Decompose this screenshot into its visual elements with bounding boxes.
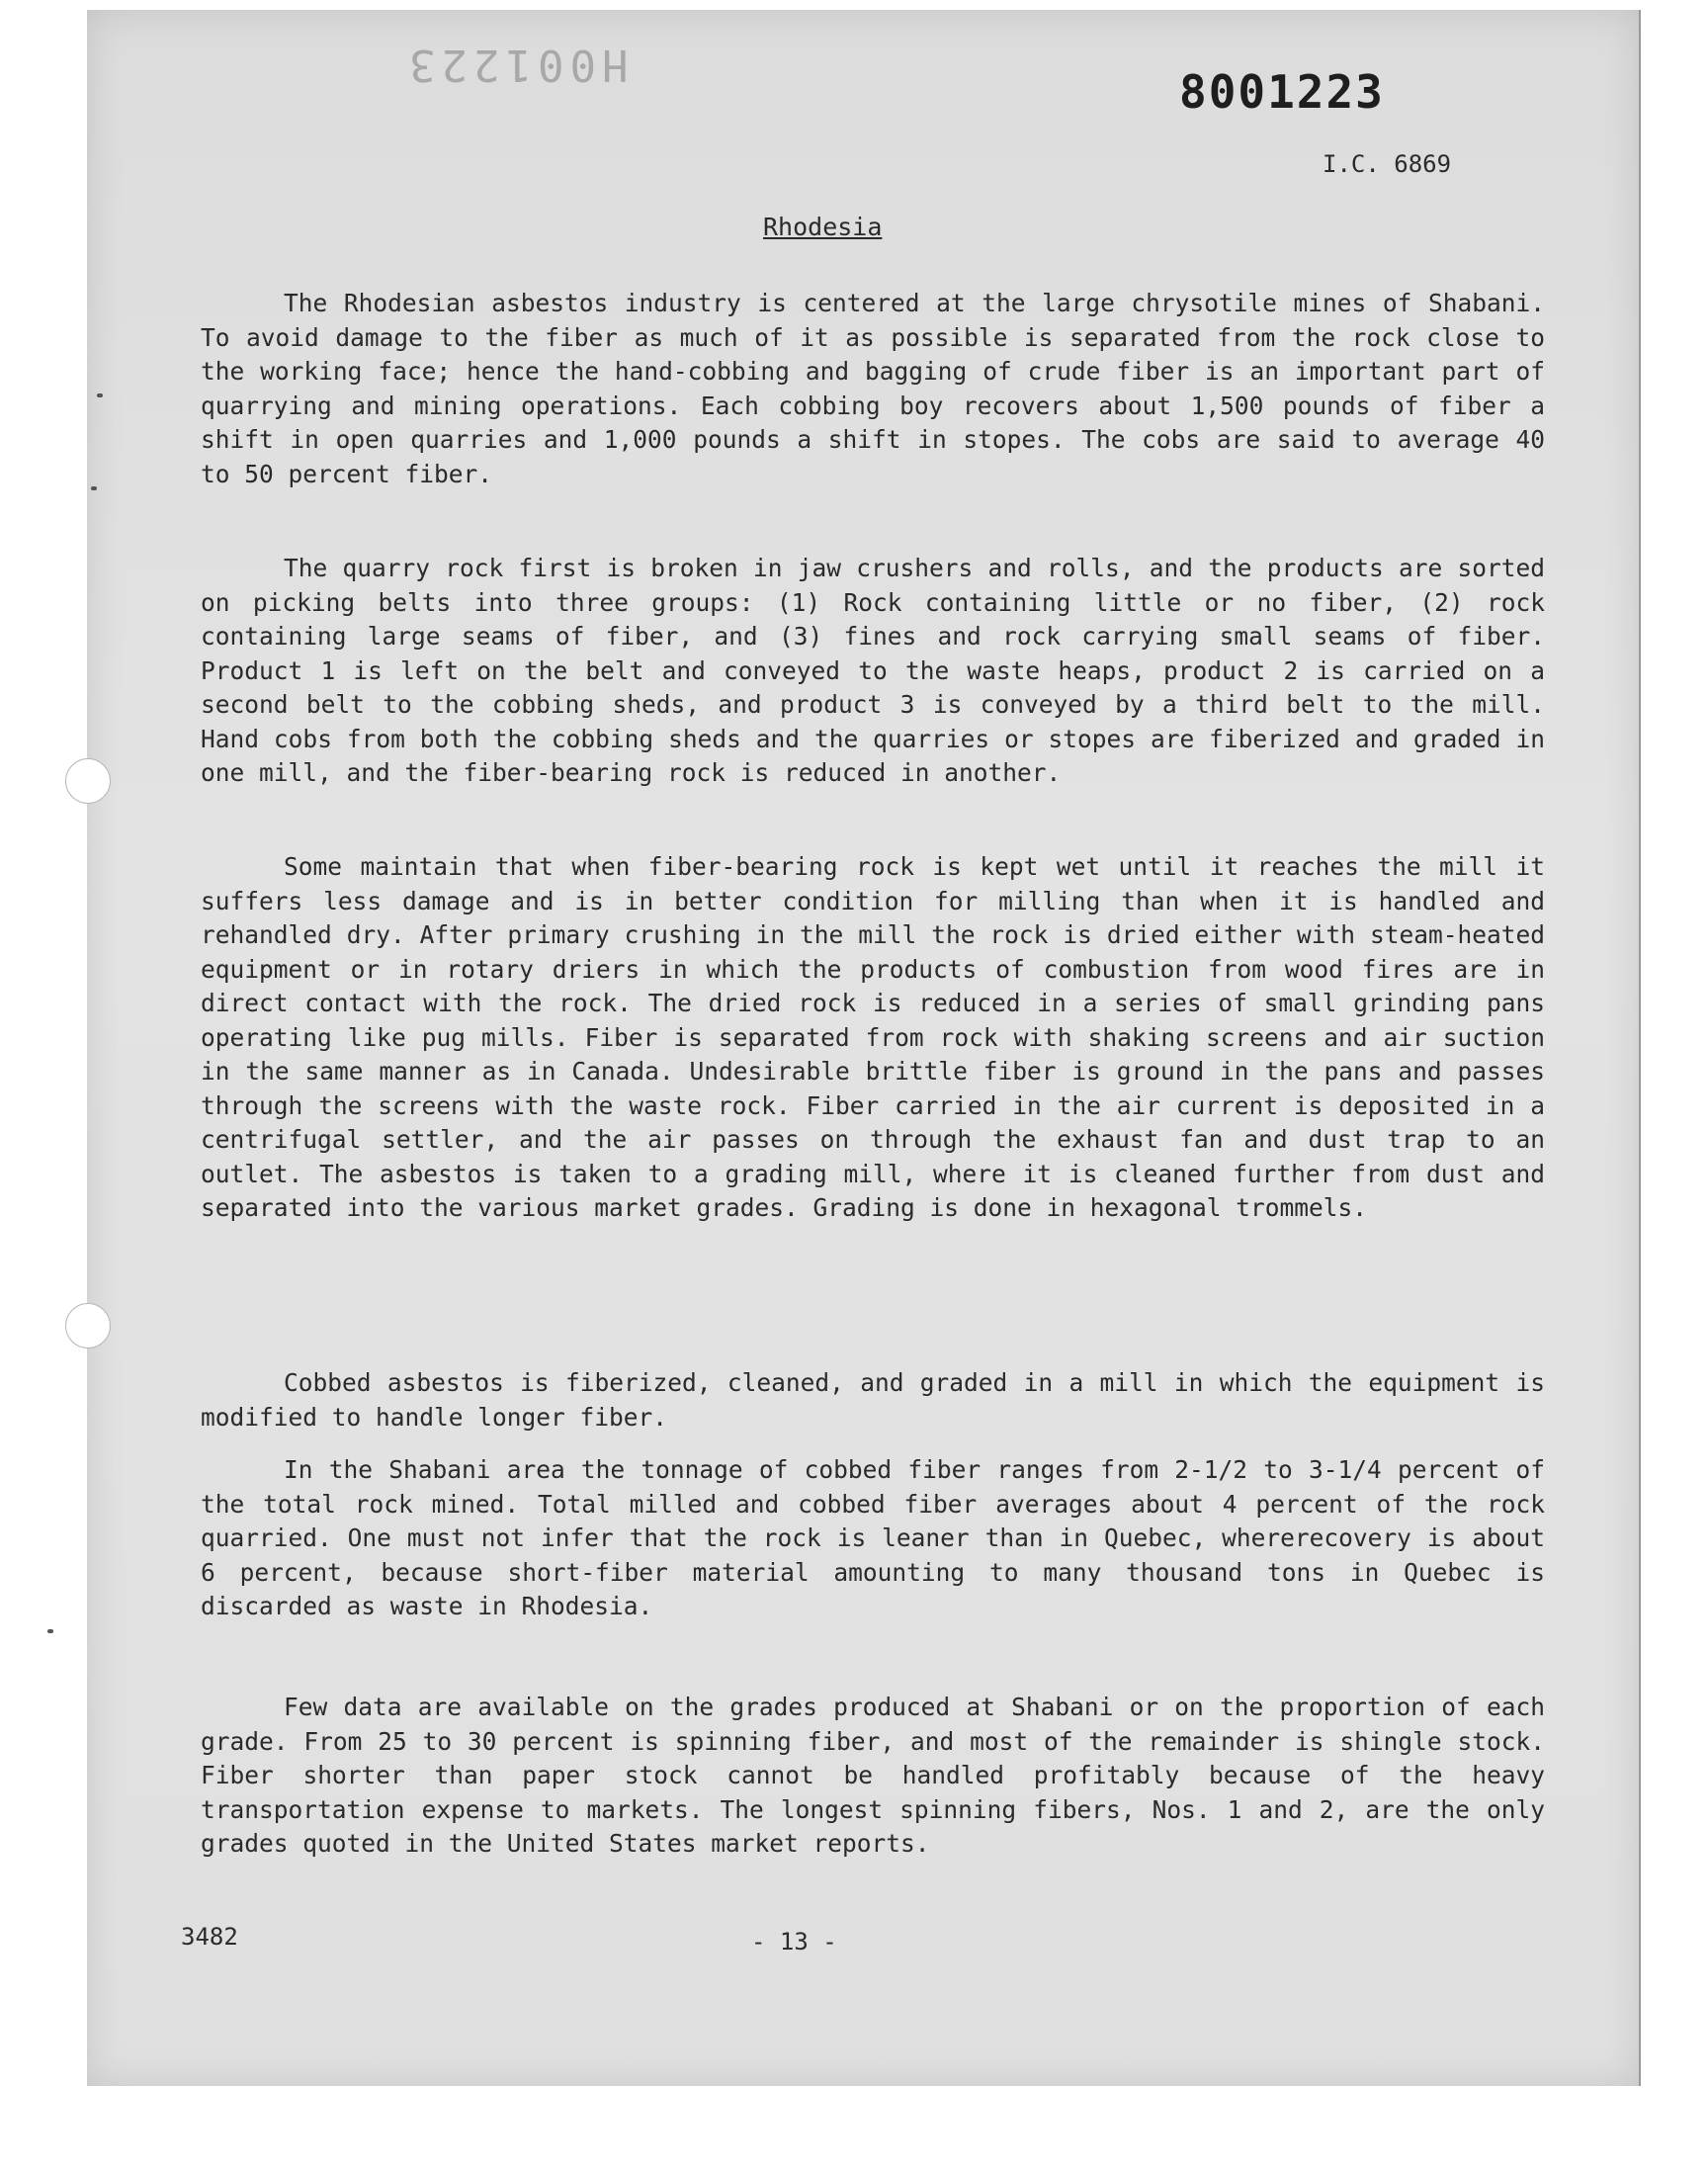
- paragraph: Few data are available on the grades produced at Shabani or on the proportion of each grade. From 25 to 30 percent is spinning fiber, and most of the remainder is shingle stock. Fiber shorter than paper stock cannot be handled profitably because of the heavy transportation expense to markets. The longest spinning fibers, Nos. 1 and 2, are the only grades quoted in the United States market reports.: [201, 1693, 1545, 1858]
- footer-document-number: 3482: [181, 1923, 238, 1951]
- page-number: - 13 -: [751, 1928, 837, 1956]
- paragraph: Some maintain that when fiber-bearing rock is kept wet until it reaches the mill it suffers less damage and is in better condition for milling than when it is handled and rehandled dry. After primary crushing in the mill the rock is dried either with steam-heated equipment or in rotary driers in which the products of combustion from wood fires are in direct contact with the rock. The dried rock is reduced in a series of small grinding pans operating like pug mills. Fiber is separated from rock with shaking screens and air suction in the same manner as in Canada. Undesirable brittle fiber is ground in the pans and passes through the screens with the waste rock. Fiber carried in the air current is deposited in a centrifugal settler, and the air passes on through the exhaust fan and dust trap to an outlet. The asbestos is taken to a grading mill, where it is cleaned further from dust and separated into the various market grades. Grading is done in hexagonal trommels.: [201, 852, 1545, 1222]
- section-title: Rhodesia: [763, 213, 883, 241]
- punch-hole: [65, 758, 111, 804]
- paragraph: In the Shabani area the tonnage of cobbed fiber ranges from 2-1/2 to 3-1/4 percent of the total rock mined. Total milled and cobbed fiber averages about 4 percent of the rock quarried. One must not infer that the rock is leaner than in Quebec, whererecovery is about 6 percent, because short-fiber material amounting to many thousand tons in Quebec is discarded as waste in Rhodesia.: [201, 1455, 1545, 1620]
- scan-speck: [97, 393, 103, 397]
- scan-speck: [91, 486, 97, 490]
- paragraph: The Rhodesian asbestos industry is centered at the large chrysotile mines of Shabani. To avoid damage to the fiber as much of it as possible is separated from the rock close to the working face; hence the hand-cobbing and bagging of crude fiber is an important part of quarrying and mining operations. Each cobbing boy recovers about 1,500 pounds of fiber a shift in open quarries and 1,000 pounds a shift in stopes. The cobs are said to average 40 to 50 percent fiber.: [201, 289, 1545, 488]
- scan-speck: [47, 1629, 53, 1633]
- paragraph: The quarry rock first is broken in jaw crushers and rolls, and the products are sorted on picking belts into three groups: (1) Rock containing little or no fiber, (2) rock containing large seams of fiber, and (3) fines and rock carrying small seams of fiber. Product 1 is left on the belt and conveyed to the waste heaps, product 2 is carried on a second belt to the cobbing sheds, and product 3 is conveyed by a third belt to the mill. Hand cobs from both the cobbing sheds and the quarries or stopes are fiberized and graded in one mill, and the fiber-bearing rock is reduced in another.: [201, 554, 1545, 787]
- paragraph: Cobbed asbestos is fiberized, cleaned, and graded in a mill in which the equipment is modified to handle longer fiber.: [201, 1368, 1545, 1432]
- bleed-through-stamp: H001223: [403, 40, 629, 90]
- circular-reference: I.C. 6869: [1323, 150, 1452, 178]
- document-page: [87, 10, 1641, 2086]
- punch-hole: [65, 1303, 111, 1348]
- document-number-stamp: 8001223: [1179, 65, 1385, 119]
